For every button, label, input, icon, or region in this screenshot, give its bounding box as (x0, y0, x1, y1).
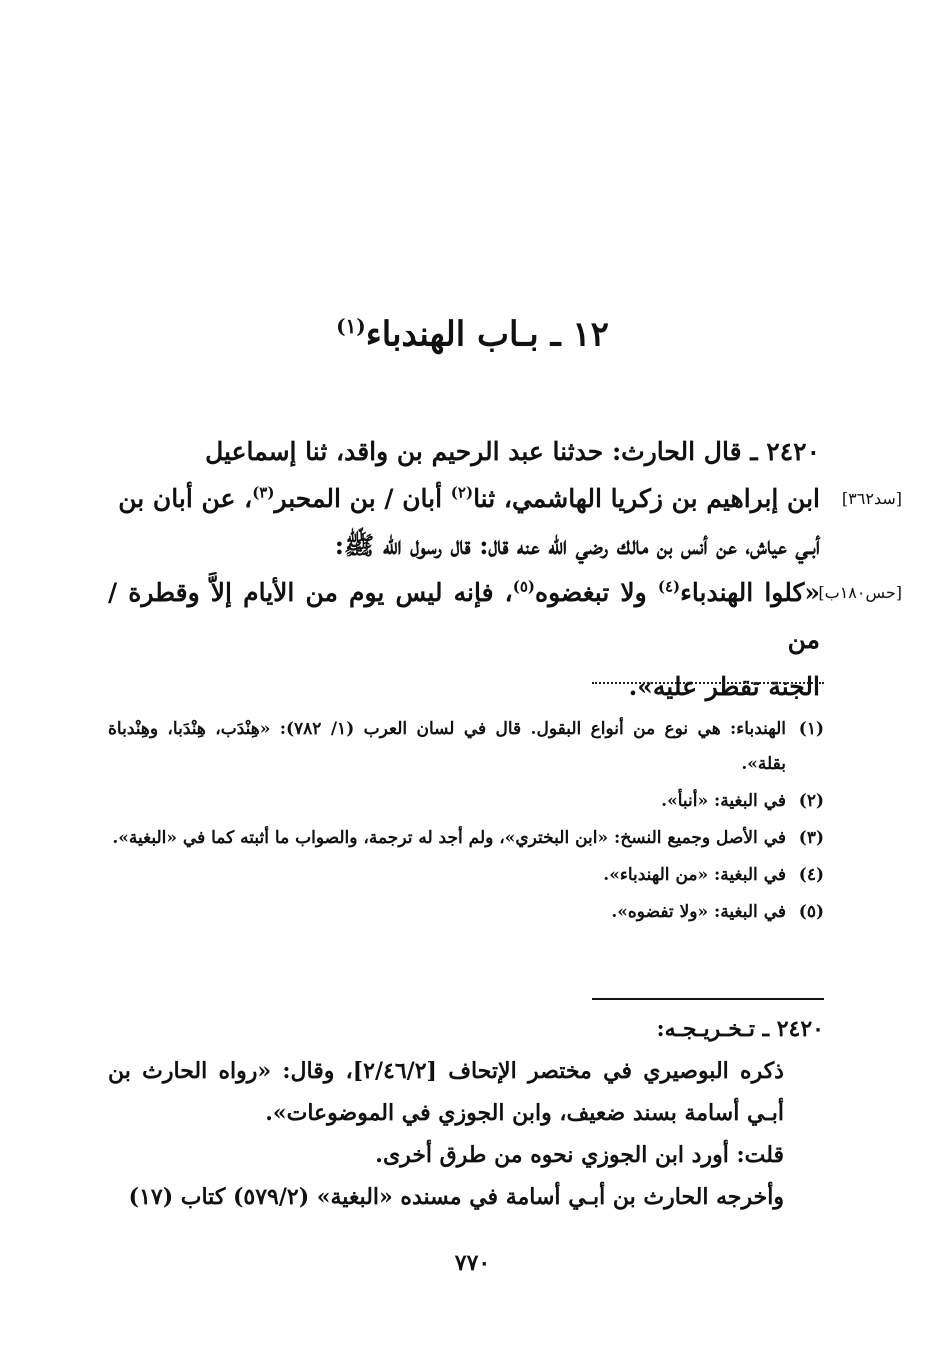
hadith-text (108, 428, 902, 710)
footnote (108, 784, 824, 819)
margin-reference: [حس١٨٠ب] (818, 583, 902, 602)
takhrij-separator (592, 998, 824, 1000)
chapter-title (0, 296, 945, 364)
footnote-text: الهندباء: هي نوع من أنواع البقول. قال في لسان العرب (١/ ٧٨٢): «هِنْدَب، هِنْدَبا، وهِنْدباة بقلة». (108, 719, 787, 774)
hadith-line (108, 475, 902, 522)
hadith-line-text: ٢٤٢٠ ـ قال الحارث: حدثنا عبد الرحيم بن واقد، ثنا إسماعيل (205, 437, 820, 466)
takhrij-paragraph: وأخرجه الحارث بن أبـي أسامة في مسنده «البغية» (٥٧٩/٢) كتاب (١٧) (128, 1184, 784, 1210)
footnote-number: (٥) (798, 902, 824, 922)
footnote-marker: (٤) (657, 577, 681, 596)
footnote-number: (٣) (798, 828, 824, 848)
hadith-line-text: أبـي عياش، عن أنس بن مالك رضي الله عنه قال: قال رسول الله ﷺ: (334, 531, 820, 560)
hadith-line-text: ، عن أبان بن (118, 484, 253, 513)
hadith-line-text: ابن إبراهيم بن زكريا الهاشمي، ثنا (473, 484, 820, 513)
footnote-text: في البغية: «ولا تفضوه». (611, 902, 786, 922)
hadith-line-text: ، فإنه ليس يوم من الأيام إلاَّ وقطرة / من (108, 578, 820, 654)
footnote-number: (١) (798, 719, 824, 739)
hadith-line-text: الجنة تقطر عليه». (628, 672, 820, 701)
margin-reference: [سد٣٦٢] (841, 489, 902, 508)
footnote-text: في البغية: «من الهندباء». (603, 865, 786, 885)
hadith-line-text: ولا تبغضوه (535, 578, 658, 607)
takhrij-heading: ٢٤٢٠ ـ تـخـريـجـه: (656, 1016, 824, 1042)
footnote (108, 712, 824, 782)
hadith-line-text: «كلوا الهندباء (680, 578, 821, 607)
takhrij-paragraph: قلت: أورد ابن الجوزي نحوه من طرق أخرى. (375, 1142, 784, 1168)
footnote-marker: (٢) (450, 483, 474, 502)
chapter-title-text: ١٢ ـ بـاب الهندباء (365, 314, 609, 355)
footnote-number: (٤) (798, 865, 824, 885)
footnote-marker: (١) (336, 314, 366, 338)
footnote-text: في البغية: «أنبأ». (661, 791, 786, 811)
footnote (108, 858, 824, 893)
footnote-separator (592, 682, 824, 684)
takhrij-section (108, 1008, 824, 1218)
footnote-number: (٢) (798, 791, 824, 811)
hadith-line (108, 428, 820, 475)
footnotes (108, 712, 824, 932)
footnote-text: في الأصل وجميع النسخ: «ابن البختري»، ولم أجد له ترجمة، والصواب ما أثبته كما في «البغية». (112, 828, 786, 848)
footnote (108, 895, 824, 930)
takhrij-paragraph: ذكره البوصيري في مختصر الإتحاف [٢/٤٦/٢]، وقال: «رواه الحارث بن أبـي أسامة بسند ضعيف، وابن الجوزي في الموضوعات». (108, 1058, 784, 1126)
footnote-marker: (٣) (252, 483, 275, 502)
footnote (108, 821, 824, 856)
hadith-line (108, 663, 820, 710)
hadith-line-text: أبان / بن المحبر (274, 484, 451, 513)
hadith-line (108, 522, 820, 569)
hadith-line (108, 569, 902, 663)
page-number: ٧٧٠ (454, 1250, 491, 1276)
footnote-marker: (٥) (512, 577, 536, 596)
